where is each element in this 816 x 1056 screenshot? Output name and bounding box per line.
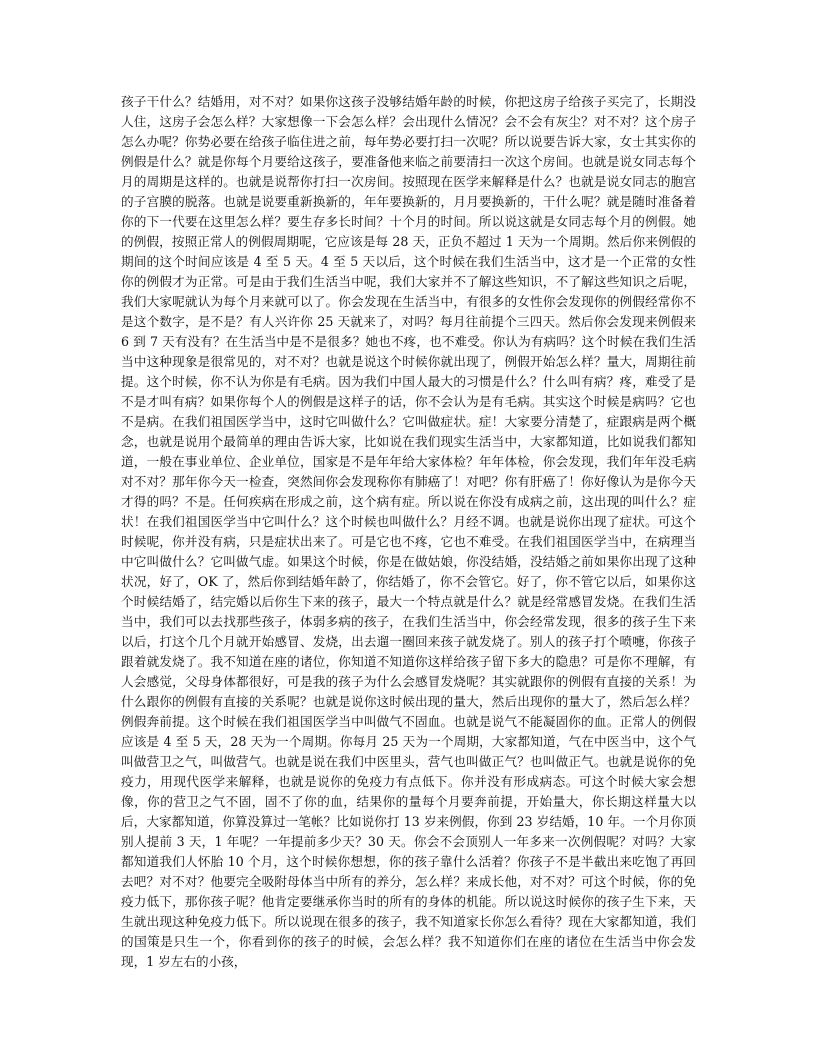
- document-page: [121, 92, 696, 972]
- body-paragraph: 孩子干什么？结婚用，对不对？如果你这孩子没够结婚年龄的时候，你把这房子给孩子买完了，长期没人住，这房子会怎么样？大家想像一下会怎么样？会出现什么情况？会不会有灰尘？对不对？这个房子怎么办呢？你势必要在给孩子临住进之前，每年势必要打扫一次呢？所以说要告诉大家，女士其实你的例假是什么？就是你每个月要给这孩子，要准备他来临之前要清扫一次这个房间。也就是说女同志每个月的周期是这样的。也就是说帮你打扫一次房间。按照现在医学来解释是什么？也就是说女同志的胞宫的子宫膜的脱落。也就是说要重新换新的，年年要换新的，月月要换新的，干什么呢？就是随时准备着你的下一代要在这里怎么样？要生存多长时间？十个月的时间。所以说这就是女同志每个月的例假。她的例假，按照正常人的例假周期呢，它应该是每 28 天，正负不超过 1 天为一个周期。然后你来例假的期间的这个时间应该是 4 至 5 天。4 至 5 天以后，这个时候在我们生活当中，这才是一个正常的女性你的例假才为正常。可是由于我们生活当中呢，我们大家并不了解这些知识，不了解这些知识之后呢，我们大家呢就认为每个月来就可以了。你会发现在生活当中，有很多的女性你会发现你的例假经常你不是这个数字，是不是？有人兴许你 25 天就来了，对吗？每月往前提个三四天。然后你会发现来例假来 6 到 7 天有没有？在生活当中是不是很多？她也不疼，也不难受。你认为有病吗？这个时候在我们生活当中这种现象是很常见的，对不对？也就是说这个时候你就出现了，例假开始怎么样？量大，周期往前提。这个时候，你不认为你是有毛病。因为我们中国人最大的习惯是什么？什么叫有病？疼，难受了是不是才叫有病？如果你每个人的例假是这样子的话，你不会认为是有毛病。其实这个时候是病吗？它也不是病。在我们祖国医学当中，这时它叫做什么？它叫做症状。症！大家要分清楚了，症跟病是两个概念，也就是说用个最简单的理由告诉大家，比如说在我们现实生活当中，大家都知道，比如说我们都知道，一般在事业单位、企业单位，国家是不是年年给大家体检？年年体检，你会发现，我们年年没毛病对不对？那年你今天一检查，突然间你会发现称你有肺癌了！对吧？你有肝癌了！你好像认为是你今天才得的吗？不是。任何疾病在形成之前，这个病有症。所以说在你没有成病之前，这出现的叫什么？症状！在我们祖国医学当中它叫什么？这个时候也叫做什么？月经不调。也就是说你出现了症状。可这个时候呢，你并没有病，只是症状出来了。可是它也不疼，它也不难受。在我们祖国医学当中，在病理当中它叫做什么？它叫做气虚。如果这个时候，你是在做姑娘，你没结婚，没结婚之前如果你出现了这种状况，好了，OK 了，然后你到结婚年龄了，你结婚了，你不会管它。好了，你不管它以后，如果你这个时候结婚了，结完婚以后你生下来的孩子，最大一个特点就是什么？就是经常感冒发烧。在我们生活当中，我们可以去找那些孩子，体弱多病的孩子，在我们生活当中，你会经常发现，很多的孩子生下来以后，打这个几个月就开始感冒、发烧，出去遛一圈回来孩子就发烧了。别人的孩子打个喷嚏，你孩子跟着就发烧了。我不知道在座的诸位，你知道不知道你这样给孩子留下多大的隐患？可是你不理解，有人会感觉，父母身体都很好，可是我的孩子为什么会感冒发烧呢？其实就跟你的例假有直接的关系！为什么跟你的例假有直接的关系呢？也就是说你这时候出现的量大，然后出现你的量大了，然后怎么样？例假奔前提。这个时候在我们祖国医学当中叫做气不固血。也就是说气不能凝固你的血。正常人的例假应该是 4 至 5 天，28 天为一个周期。你每月 25 天为一个周期，大家都知道，气在中医当中，这个气叫做营卫之气，叫做营气。也就是说在我们中医里头，营气也叫做正气？也叫做正气。也就是说你的免疫力，用现代医学来解释，也就是说你的免疫力有点低下。你并没有形成病态。可这个时候大家会想像，你的营卫之气不固，固不了你的血，结果你的量每个月要奔前提，开始量大，你长期这样量大以后，大家都知道，你算没算过一笔帐？比如说你打 13 岁来例假，你到 23 岁结婚，10 年。一个月你顶别人提前 3 天，1 年呢？一年提前多少天？30 天。你会不会顶别人一年多来一次例假呢？对吗？大家都知道我们人怀胎 10 个月，这个时候你想想，你的孩子靠什么活着？你孩子不是半截出来吃饱了再回去吧？对不对？他要完全吸附母体当中所有的养分，怎么样？来成长他，对不对？可这个时候，你的免疫力低下，那你孩子呢？他肯定要继承你当时的所有的身体的机能。所以说这时候你的孩子生下来，天生就出现这种免疫力低下。所以说现在很多的孩子，我不知道家长你怎么看待？现在大家都知道，我们的国策是只生一个，你看到你的孩子的时候，会怎么样？我不知道你们在座的诸位在生活当中你会发现，1 岁左右的小孩，: [121, 94, 696, 969]
